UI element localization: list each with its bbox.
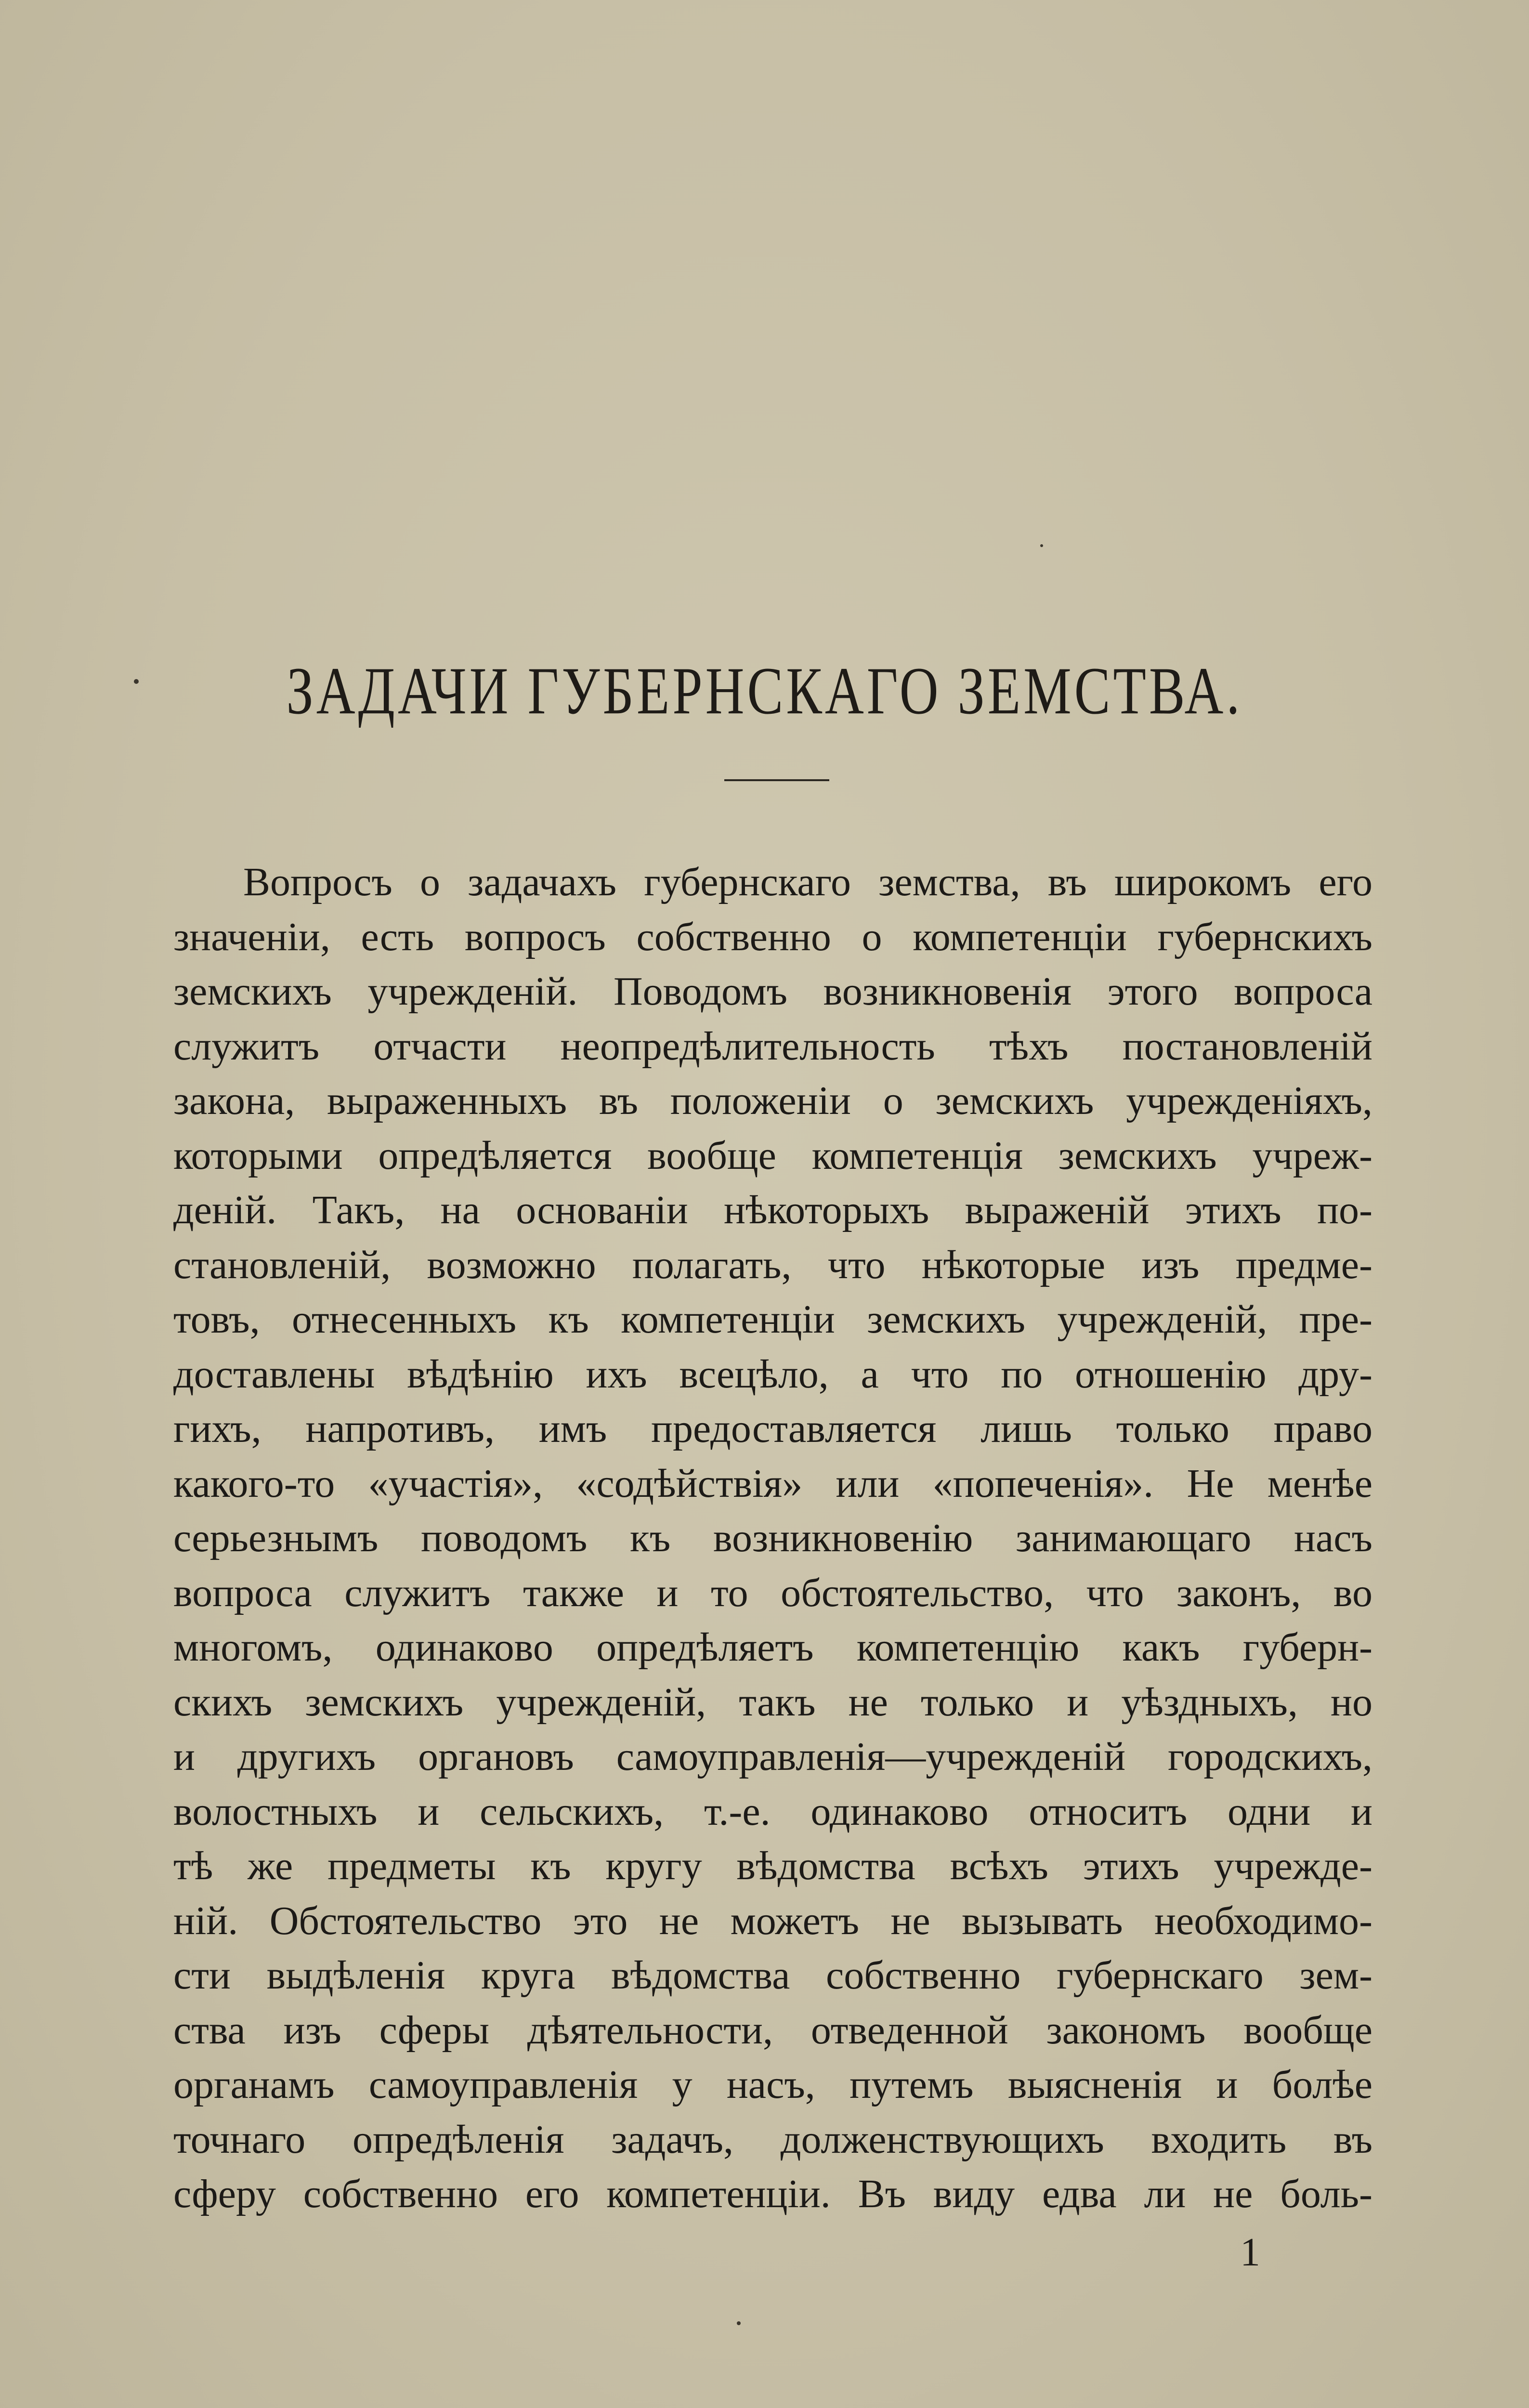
- page-title: ЗАДАЧИ ГУБЕРНСКАГО ЗЕМСТВА.: [286, 654, 1243, 729]
- text-line: тѣ же предметы къ кругу вѣдомства всѣхъ этихъ учрежде-: [173, 1844, 1372, 1888]
- text-line: гихъ, напротивъ, имъ предоставляется лишь только право: [173, 1406, 1372, 1451]
- text-line: значеніи, есть вопросъ собственно о компетенціи губернскихъ: [173, 914, 1372, 959]
- text-line: доставлены вѣдѣнію ихъ всецѣло, а что по отношенію дру-: [173, 1351, 1372, 1397]
- body-text: [173, 855, 1372, 2222]
- text-line: волостныхъ и сельскихъ, т.-е. одинаково относитъ одни и: [173, 1789, 1372, 1834]
- text-line: ній. Обстоятельство это не можетъ не вызывать необходимо-: [173, 1898, 1372, 1943]
- text-line: Вопросъ о задачахъ губернскаго земства, въ широкомъ его: [243, 860, 1372, 904]
- text-line: ства изъ сферы дѣятельности, отведенной закономъ вообще: [173, 2007, 1372, 2053]
- paper-speck: [1040, 544, 1043, 547]
- text-line: органамъ самоуправленія у насъ, путемъ выясненія и болѣе: [173, 2062, 1372, 2107]
- text-line: сти выдѣленія круга вѣдомства собственно губернскаго зем-: [173, 1953, 1372, 1998]
- text-line: деній. Такъ, на основаніи нѣкоторыхъ выраженій этихъ по-: [173, 1188, 1372, 1232]
- text-line: которыми опредѣляется вообще компетенція земскихъ учреж-: [173, 1133, 1372, 1178]
- text-line: земскихъ учрежденій. Поводомъ возникновенія этого вопроса: [173, 969, 1372, 1014]
- paper-speck: [737, 2321, 741, 2325]
- page-number: 1: [1240, 2230, 1260, 2275]
- text-line: товъ, отнесенныхъ къ компетенціи земскихъ учрежденій, пре-: [173, 1297, 1372, 1342]
- text-line: вопроса служитъ также и то обстоятельство, что законъ, во: [173, 1570, 1372, 1615]
- text-line: точнаго опредѣленія задачъ, долженствующихъ входить въ: [173, 2117, 1372, 2162]
- text-line: какого-то «участія», «содѣйствія» или «попеченія». Не менѣе: [173, 1461, 1372, 1506]
- text-line: сферу собственно его компетенціи. Въ виду едва ли не боль-: [173, 2172, 1372, 2216]
- title-divider: [724, 779, 829, 781]
- text-line: многомъ, одинаково опредѣляетъ компетенцію какъ губерн-: [173, 1625, 1372, 1670]
- text-line: и другихъ органовъ самоуправленія—учрежденій городскихъ,: [173, 1734, 1372, 1779]
- text-line: служитъ отчасти неопредѣлительность тѣхъ постановленій: [173, 1023, 1372, 1069]
- text-line: закона, выраженныхъ въ положеніи о земскихъ учрежденіяхъ,: [173, 1078, 1372, 1123]
- text-line: скихъ земскихъ учрежденій, такъ не только и уѣздныхъ, но: [173, 1679, 1372, 1725]
- text-line: серьезнымъ поводомъ къ возникновенію занимающаго насъ: [173, 1516, 1372, 1560]
- text-line: становленій, возможно полагать, что нѣкоторые изъ предме-: [173, 1242, 1372, 1287]
